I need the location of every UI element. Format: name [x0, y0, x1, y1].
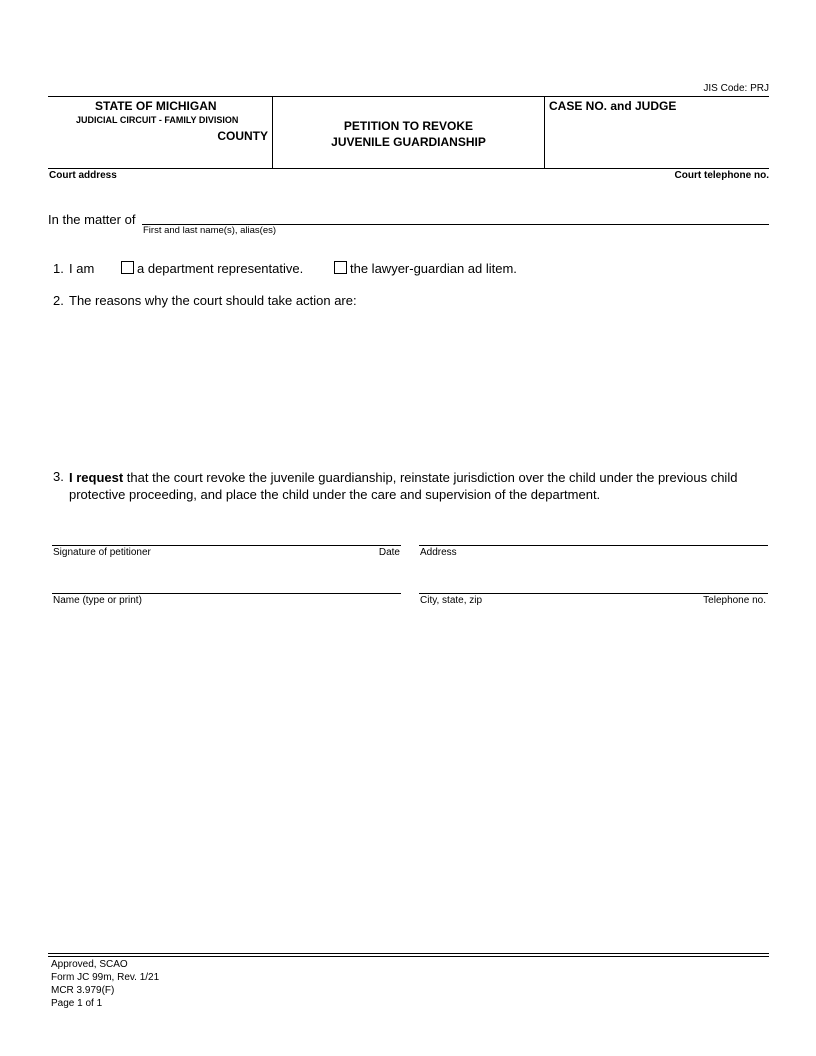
address-label: Address [420, 547, 457, 558]
date-label: Date [378, 547, 400, 558]
city-line [419, 593, 768, 594]
form-title-line2: JUVENILE GUARDIANSHIP [331, 135, 486, 149]
item2-number: 2. [53, 293, 64, 308]
item3-number: 3. [53, 469, 64, 484]
signature-input[interactable] [53, 529, 400, 544]
item1-number: 1. [53, 261, 64, 276]
form-title-line1: PETITION TO REVOKE [343, 119, 474, 133]
item3-line1 [69, 469, 769, 486]
item3-bold: I request [69, 470, 124, 485]
address-line [419, 545, 768, 546]
case-number-input[interactable] [549, 118, 765, 162]
signature-line [52, 545, 401, 546]
circuit-label: JUDICIAL CIRCUIT - FAMILY DIVISION [76, 115, 239, 125]
department-checkbox[interactable] [121, 261, 134, 274]
name-input[interactable] [53, 577, 400, 592]
lawyer-option-label: the lawyer-guardian ad litem. [350, 261, 517, 276]
city-state-zip-input[interactable] [420, 577, 767, 592]
matter-label: In the matter of [48, 212, 136, 227]
item1-option-lawyer[interactable] [334, 261, 517, 276]
address-input[interactable] [420, 529, 767, 544]
footer-rule-bottom [48, 956, 769, 957]
item3-text [69, 469, 769, 503]
header-divider-right [544, 96, 545, 169]
reasons-textarea[interactable] [69, 314, 769, 458]
city-state-zip-label: City, state, zip [420, 595, 483, 606]
court-address-label: Court address [49, 170, 117, 181]
telephone-label: Telephone no. [703, 595, 766, 606]
item3-line2: protective proceeding, and place the child under the care and supervision of the department. [69, 487, 601, 502]
court-telephone-label: Court telephone no. [674, 170, 769, 181]
matter-sublabel: First and last name(s), alias(es) [143, 225, 277, 236]
lawyer-guardian-checkbox[interactable] [334, 261, 347, 274]
form-title [273, 118, 544, 150]
item1-option-department[interactable] [121, 261, 303, 276]
footer-info [51, 958, 159, 1010]
footer-rule-top [48, 953, 769, 954]
item1-text: I am [69, 261, 95, 276]
signature-label: Signature of petitioner [53, 547, 151, 558]
state-name: STATE OF MICHIGAN [95, 99, 217, 113]
item2-text: The reasons why the court should take action are: [69, 293, 357, 308]
footer-mcr: MCR 3.979(F) [51, 985, 115, 996]
name-line [52, 593, 401, 594]
department-option-label: a department representative. [137, 261, 304, 276]
footer-form-number: Form JC 99m, Rev. 1/21 [51, 972, 160, 983]
matter-name-input[interactable] [144, 209, 768, 224]
item3-line1-text: that the court revoke the juvenile guardianship, reinstate jurisdiction over the child under the previous child [123, 470, 738, 485]
county-label: COUNTY [217, 129, 268, 143]
jis-code: JIS Code: PRJ [703, 83, 769, 94]
header-top-rule [48, 96, 769, 97]
name-label: Name (type or print) [53, 595, 142, 606]
header-bottom-rule [48, 168, 769, 169]
footer-page: Page 1 of 1 [51, 998, 103, 1009]
footer-approved: Approved, SCAO [51, 959, 128, 970]
case-number-judge-label: CASE NO. and JUDGE [549, 99, 677, 113]
